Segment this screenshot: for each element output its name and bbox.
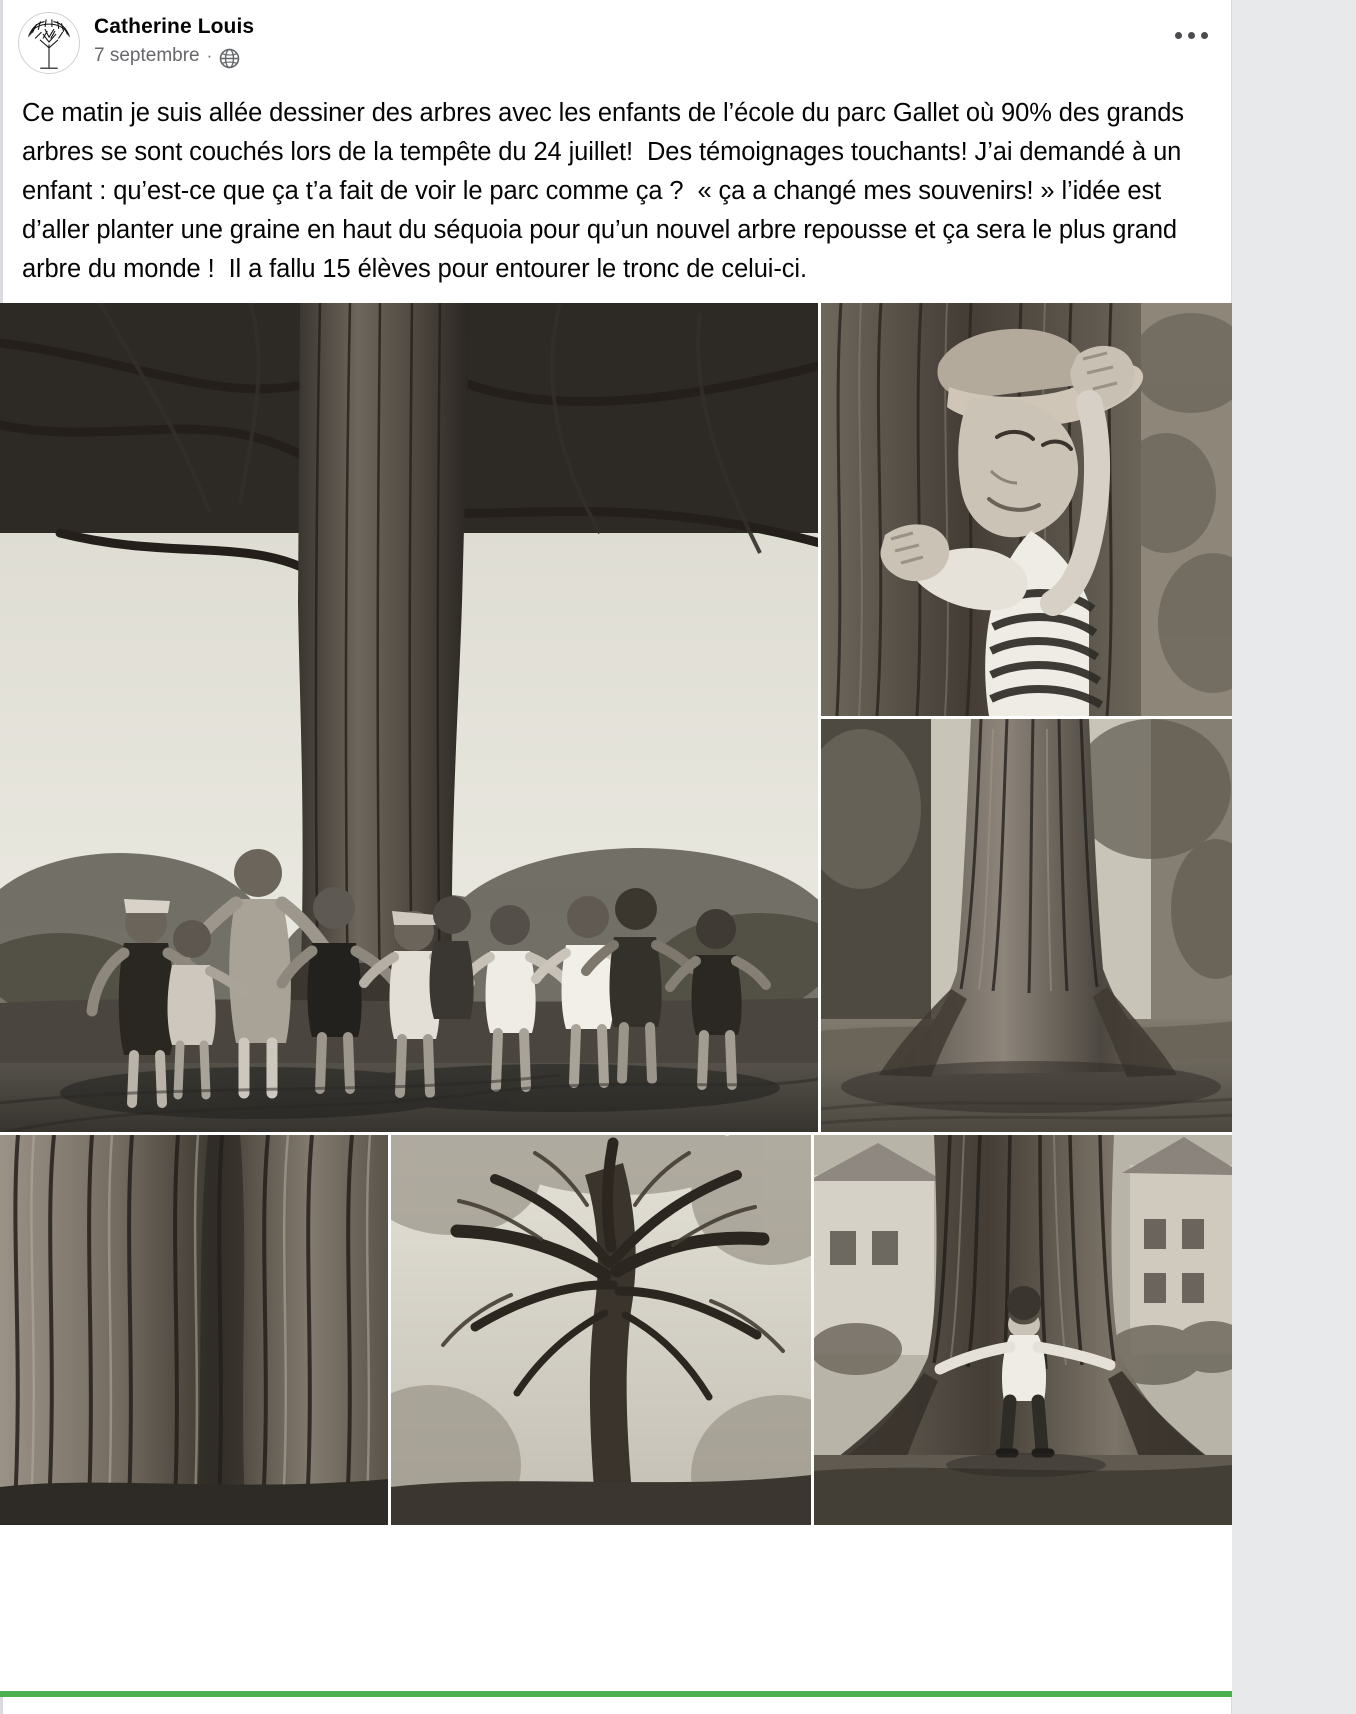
post-message: Ce matin je suis allée dessiner des arbres avec les enfants de l’école du parc Gallet où 90% des grands arbres se sont couchés lors de la tempête du 24 juillet! Des témoignages touchants! J’ai demandé à un enfant : qu’est-ce que ça t’a fait de voir le parc comme ça ? « ça a changé mes souvenirs! » l’idée est d’aller planter une graine en haut du séquoia pour qu’un nouvel arbre repousse et ça sera le plus grand arbre du monde ! Il a fallu 15 élèves pour entourer le tronc de celui-ci. [22,99,1191,283]
more-dot-1 [1175,32,1182,39]
photo-boy-arms-spread[interactable] [814,1135,1232,1525]
photo-bottom-row [0,1135,1232,1525]
photo-bark-closeup[interactable] [0,1135,388,1525]
photo-children-circle[interactable] [0,303,818,1132]
photo-boy-hugging-tree[interactable] [821,303,1232,716]
post-header [0,0,1231,82]
more-dot-3 [1201,32,1208,39]
author-name[interactable]: Catherine Louis [94,15,255,38]
avatar[interactable] [18,12,80,74]
figure-child-9 [430,896,474,1019]
globe-icon[interactable] [219,48,240,69]
post-options-button[interactable] [1169,18,1213,52]
more-dot-2 [1188,32,1195,39]
post-date[interactable]: 7 septembre [94,45,200,66]
photo-tree-trunk-base[interactable] [821,719,1232,1132]
meta-separator: · [206,46,213,65]
post-meta [94,44,254,68]
photo-grid [0,303,1232,1697]
post-header-text [94,10,254,68]
footer-accent-strip [0,1691,1232,1697]
photo-fallen-branches[interactable] [391,1135,811,1525]
tree-avatar-icon [19,13,79,73]
